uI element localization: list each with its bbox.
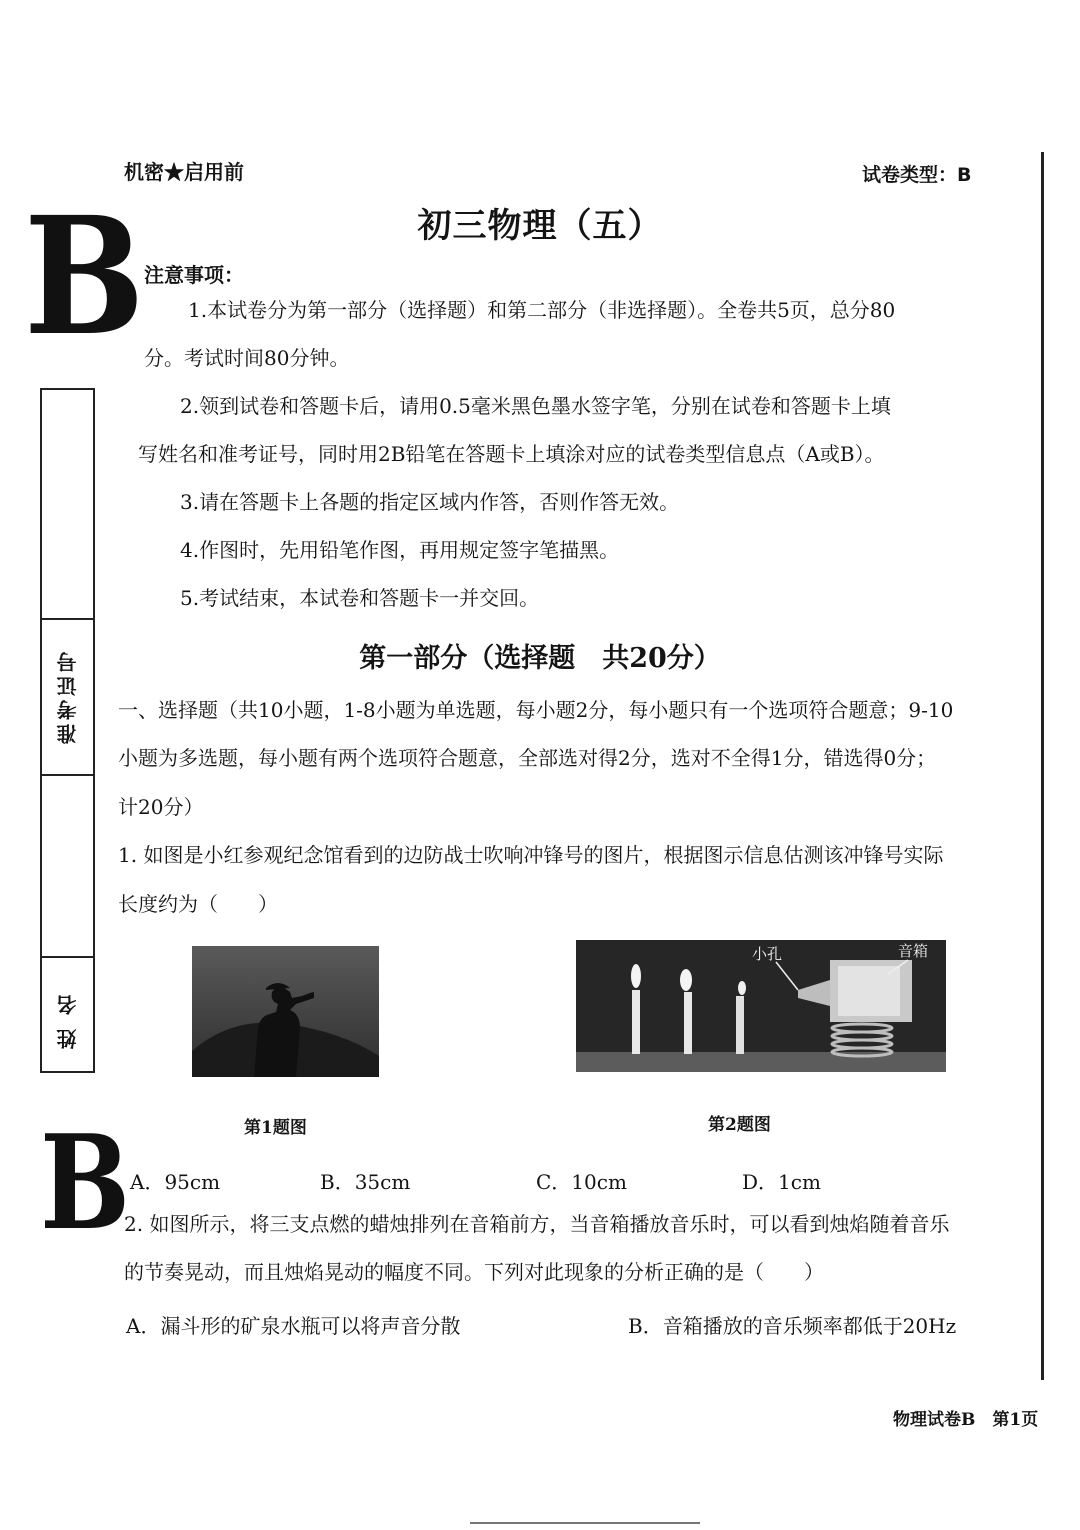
section-instruction-line: 一、选择题（共10小题，1-8小题为单选题，每小题2分，每小题只有一个选项符合题意；9-10 [118, 698, 954, 722]
exam-title: 初三物理（五） [417, 206, 663, 246]
exam-id-label: 准考证号 [56, 648, 80, 744]
section-instruction-line: 计20分） [118, 795, 204, 819]
notice-line: 2.领到试卷和答题卡后，请用0.5毫米黑色墨水签字笔，分别在试卷和答题卡上填 [180, 394, 891, 418]
notice-line: 5.考试结束，本试卷和答题卡一并交回。 [180, 586, 540, 610]
q2-option-a: A．漏斗形的矿泉水瓶可以将声音分散 [126, 1314, 461, 1338]
figure-1-bugler-photo [192, 946, 379, 1077]
notice-line: 3.请在答题卡上各题的指定区域内作答，否则作答无效。 [180, 490, 680, 514]
q2-option-b: B．音箱播放的音乐频率都低于20Hz [628, 1314, 957, 1338]
q1-option-c: C．10cm [536, 1170, 627, 1194]
question-1-text: 长度约为（ ） [118, 892, 278, 916]
box-divider [42, 774, 93, 776]
paper-type-letter-top: B [24, 182, 145, 372]
section-instruction-line: 小题为多选题，每小题有两个选项符合题意，全部选对得2分，选对不全得1分，错选得0分； [118, 746, 937, 770]
figure-2-caption: 第2题图 [708, 1115, 771, 1135]
part1-heading: 第一部分（选择题 共20分） [359, 643, 721, 674]
right-margin-rule [1041, 152, 1044, 1380]
notice-line: 分。考试时间80分钟。 [144, 346, 350, 370]
bugler-silhouette [192, 946, 379, 1077]
bottom-divider [470, 1522, 700, 1524]
notice-line: 写姓名和准考证号，同时用2B铅笔在答题卡上填涂对应的试卷类型信息点（A或B）。 [138, 442, 885, 466]
figure-2-candles-photo [576, 940, 946, 1072]
label-speaker: 音箱 [898, 942, 929, 960]
page-footer: 物理试卷B 第1页 [893, 1410, 1039, 1430]
candles-speaker-diagram [576, 940, 946, 1072]
q1-option-d: D．1cm [742, 1170, 821, 1194]
candidate-info-box [40, 388, 95, 1073]
paper-type-label: 试卷类型：B [862, 164, 972, 186]
notice-line: 1.本试卷分为第一部分（选择题）和第二部分（非选择题）。全卷共5页，总分80 [188, 298, 896, 322]
label-hole: 小孔 [752, 945, 783, 963]
confidential-label: 机密★启用前 [124, 160, 244, 184]
question-1-text: 1. 如图是小红参观纪念馆看到的边防战士吹响冲锋号的图片，根据图示信息估测该冲锋号实际 [118, 843, 944, 867]
notice-heading: 注意事项： [144, 263, 244, 287]
figure-1-caption: 第1题图 [244, 1118, 307, 1138]
notice-line: 4.作图时，先用铅笔作图，再用规定签字笔描黑。 [180, 538, 620, 562]
question-2-text: 2. 如图所示，将三支点燃的蜡烛排列在音箱前方，当音箱播放音乐时，可以看到烛焰随着音乐 [124, 1212, 950, 1236]
question-2-text: 的节奏晃动，而且烛焰晃动的幅度不同。下列对此现象的分析正确的是（ ） [124, 1260, 824, 1284]
q1-option-b: B．35cm [320, 1170, 411, 1194]
name-label: 姓名 [56, 981, 80, 1050]
paper-type-letter-bottom: B [40, 1106, 131, 1259]
q1-option-a: A．95cm [130, 1170, 221, 1194]
